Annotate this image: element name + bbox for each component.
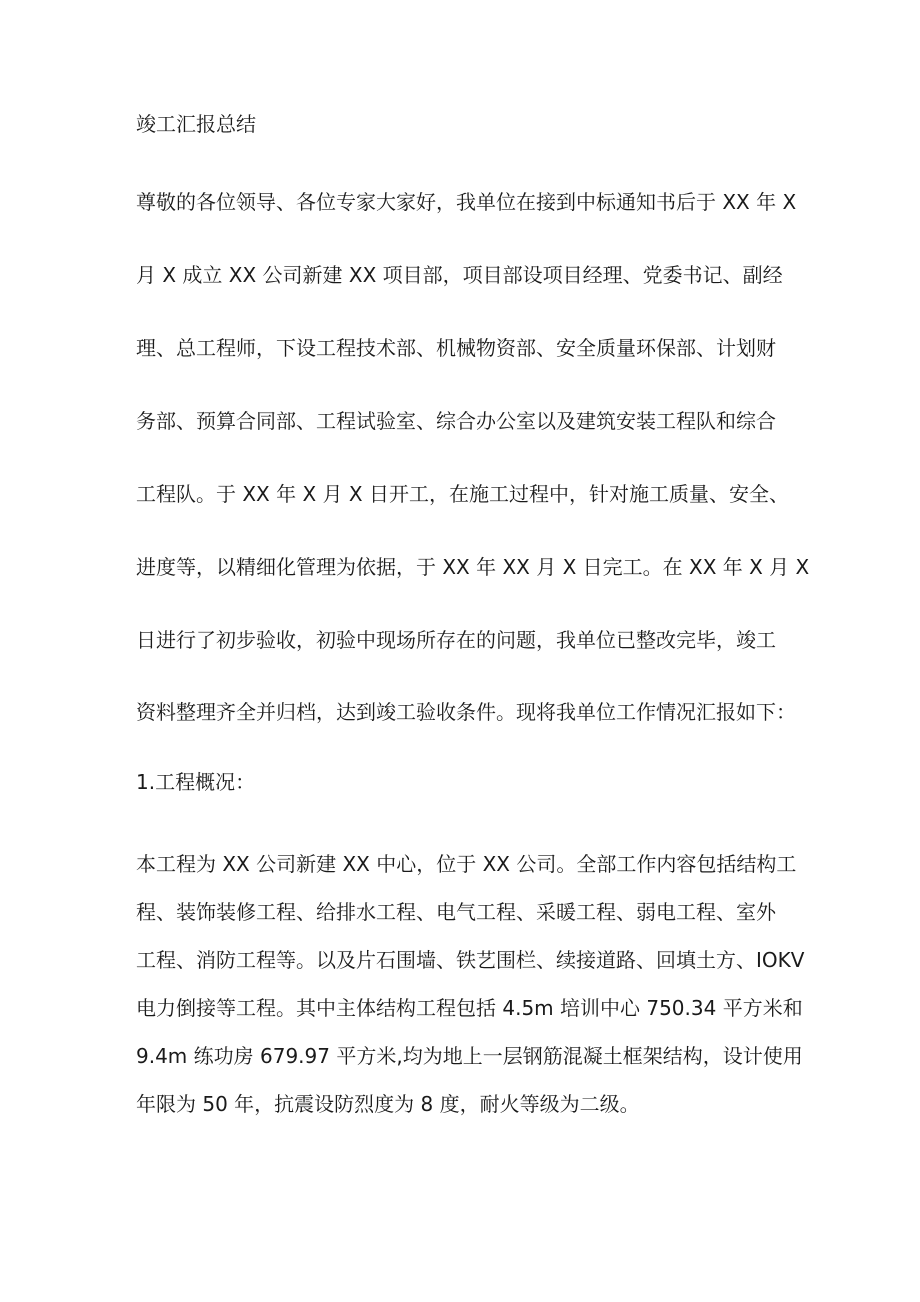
paragraph-line: 资料整理齐全并归档，达到竣工验收条件。现将我单位工作情况汇报如下： <box>136 700 796 724</box>
paragraph-line: 工程队。于 XX 年 X 月 X 日开工，在施工过程中，针对施工质量、安全、 <box>136 482 789 506</box>
paragraph-line: 本工程为 XX 公司新建 XX 中心，位于 XX 公司。全部工作内容包括结构工 <box>136 852 797 876</box>
document-title: 竣工汇报总结 <box>136 112 256 136</box>
paragraph-line: 日进行了初步验收，初验中现场所存在的问题，我单位已整改完毕，竣工 <box>136 628 776 652</box>
paragraph-line: 年限为 50 年，抗震设防烈度为 8 度，耐火等级为二级。 <box>136 1092 640 1116</box>
paragraph-line: 电力倒接等工程。其中主体结构工程包括 4.5m 培训中心 750.34 平方米和 <box>136 996 803 1020</box>
paragraph-line: 务部、预算合同部、工程试验室、综合办公室以及建筑安装工程队和综合 <box>136 409 776 433</box>
paragraph-line: 月 X 成立 XX 公司新建 XX 项目部，项目部设项目经理、党委书记、副经 <box>136 263 783 287</box>
paragraph-line: 程、装饰装修工程、给排水工程、电气工程、采暖工程、弱电工程、室外 <box>136 900 776 924</box>
paragraph-line: 工程、消防工程等。以及片石围墙、铁艺围栏、续接道路、回填土方、IOKV <box>136 948 805 972</box>
section-heading: 1.工程概况： <box>136 770 256 794</box>
paragraph-line: 进度等，以精细化管理为依据，于 XX 年 XX 月 X 日完工。在 XX 年 X 月 X <box>136 555 810 579</box>
paragraph-line: 9.4m 练功房 679.97 平方米,均为地上一层钢筋混凝土框架结构，设计使用 <box>136 1044 803 1068</box>
paragraph-line: 尊敬的各位领导、各位专家大家好，我单位在接到中标通知书后于 XX 年 X <box>136 190 797 214</box>
paragraph-line: 理、总工程师，下设工程技术部、机械物资部、安全质量环保部、计划财 <box>136 336 776 360</box>
